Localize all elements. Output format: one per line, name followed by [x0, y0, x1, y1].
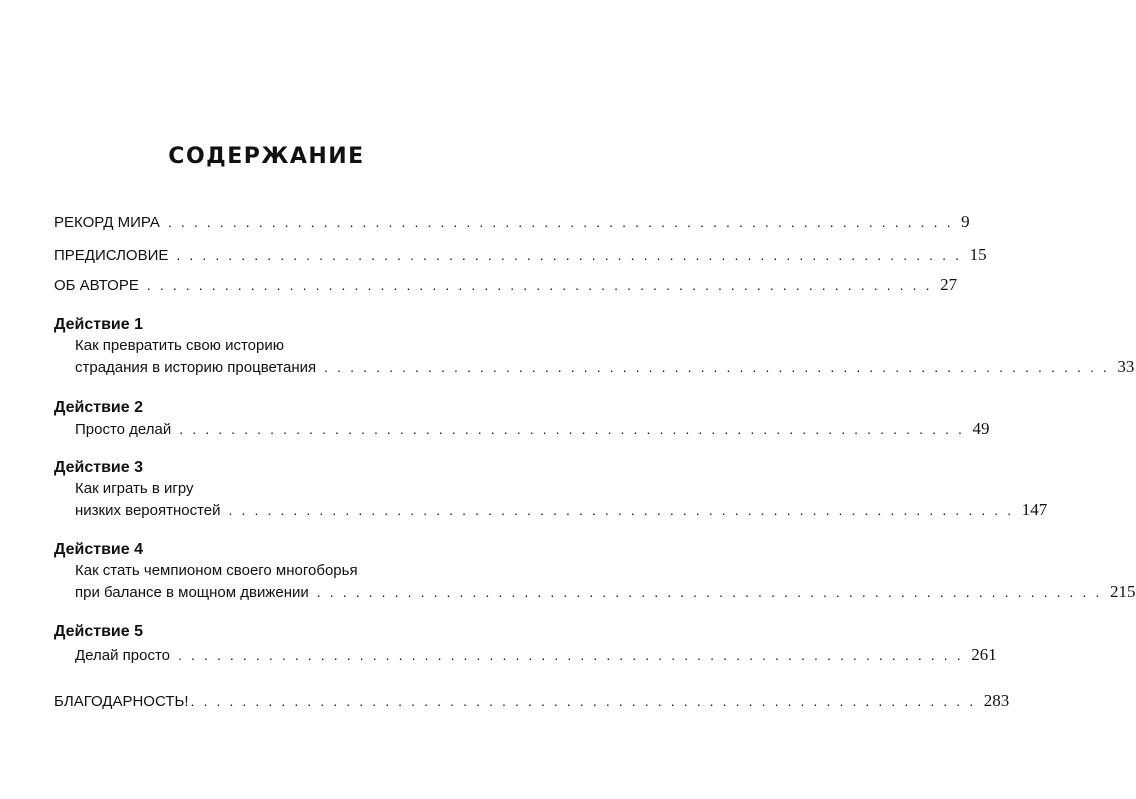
- act-heading: Действие 2: [54, 399, 143, 416]
- toc-entry-label: БЛАГОДАРНОСТЬ!: [54, 693, 189, 710]
- toc-entry[interactable]: [75, 643, 997, 667]
- dot-leader: . . . . . . . . . . . . . . . . . . . . . . . . . . . . . . . . . . . . . . . . . . . . . . . . . . . . . . . . . . . . .: [179, 421, 965, 437]
- toc-entry-page: 15: [969, 245, 987, 264]
- dot-leader: . . . . . . . . . . . . . . . . . . . . . . . . . . . . . . . . . . . . . . . . . . . . . . . . . . . . . . . . . . . . .: [167, 214, 954, 230]
- dot-leader: . . . . . . . . . . . . . . . . . . . . . . . . . . . . . . . . . . . . . . . . . . . . . . . . . . . . . . . . . . . . .: [190, 693, 976, 709]
- toc-entry-label: Делай просто: [75, 647, 170, 664]
- act-heading: Действие 3: [54, 459, 143, 476]
- toc-entry-page: 9: [961, 212, 970, 231]
- toc-entry[interactable]: [75, 355, 1135, 379]
- act-heading: Действие 1: [54, 316, 143, 333]
- toc-entry[interactable]: [54, 689, 1010, 713]
- toc-entry[interactable]: [75, 417, 990, 441]
- toc-entry-label: при балансе в мощном движении: [75, 584, 309, 601]
- toc-entry-label: Просто делай: [75, 421, 172, 438]
- dot-leader: . . . . . . . . . . . . . . . . . . . . . . . . . . . . . . . . . . . . . . . . . . . . . . . . . . . . . . . . . . . . .: [146, 277, 933, 293]
- toc-entry[interactable]: [75, 498, 1048, 522]
- toc-entry-page: 215: [1110, 582, 1136, 601]
- toc-entry[interactable]: [54, 273, 958, 297]
- dot-leader: . . . . . . . . . . . . . . . . . . . . . . . . . . . . . . . . . . . . . . . . . . . . . . . . . . . . . . . . . . . . .: [324, 359, 1110, 375]
- toc-entry-page: 261: [971, 645, 997, 664]
- toc-entry-page: 33: [1117, 357, 1135, 376]
- dot-leader: . . . . . . . . . . . . . . . . . . . . . . . . . . . . . . . . . . . . . . . . . . . . . . . . . . . . . . . . . . . . .: [228, 502, 1014, 518]
- toc-entry-label: РЕКОРД МИРА: [54, 214, 160, 231]
- act-heading: Действие 4: [54, 541, 143, 558]
- toc-entry[interactable]: [54, 210, 970, 234]
- dot-leader: . . . . . . . . . . . . . . . . . . . . . . . . . . . . . . . . . . . . . . . . . . . . . . . . . . . . . . . . . . . . .: [316, 584, 1102, 600]
- toc-entry-page: 27: [940, 275, 958, 294]
- act-subtitle-line: Как превратить свою историю: [75, 337, 284, 354]
- toc-entry-label: страдания в историю процветания: [75, 359, 317, 376]
- toc-entry[interactable]: [54, 243, 987, 267]
- toc-entry-page: 147: [1021, 500, 1048, 519]
- dot-leader: . . . . . . . . . . . . . . . . . . . . . . . . . . . . . . . . . . . . . . . . . . . . . . . . . . . . . . . . . . . . .: [176, 247, 962, 263]
- toc-entry-page: 49: [972, 419, 990, 438]
- toc-entry-page: 283: [983, 691, 1010, 710]
- page-title: СОДЕРЖАНИЕ: [168, 144, 365, 169]
- toc-entry-label: ОБ АВТОРЕ: [54, 277, 139, 294]
- toc-entry[interactable]: [75, 580, 1136, 604]
- toc-entry-label: низких вероятностей: [75, 502, 221, 519]
- toc-entry-label: ПРЕДИСЛОВИЕ: [54, 247, 169, 264]
- act-subtitle-line: Как стать чемпионом своего многоборья: [75, 562, 358, 579]
- act-heading: Действие 5: [54, 623, 143, 640]
- dot-leader: . . . . . . . . . . . . . . . . . . . . . . . . . . . . . . . . . . . . . . . . . . . . . . . . . . . . . . . . . . . . .: [178, 647, 964, 663]
- act-subtitle-line: Как играть в игру: [75, 480, 194, 497]
